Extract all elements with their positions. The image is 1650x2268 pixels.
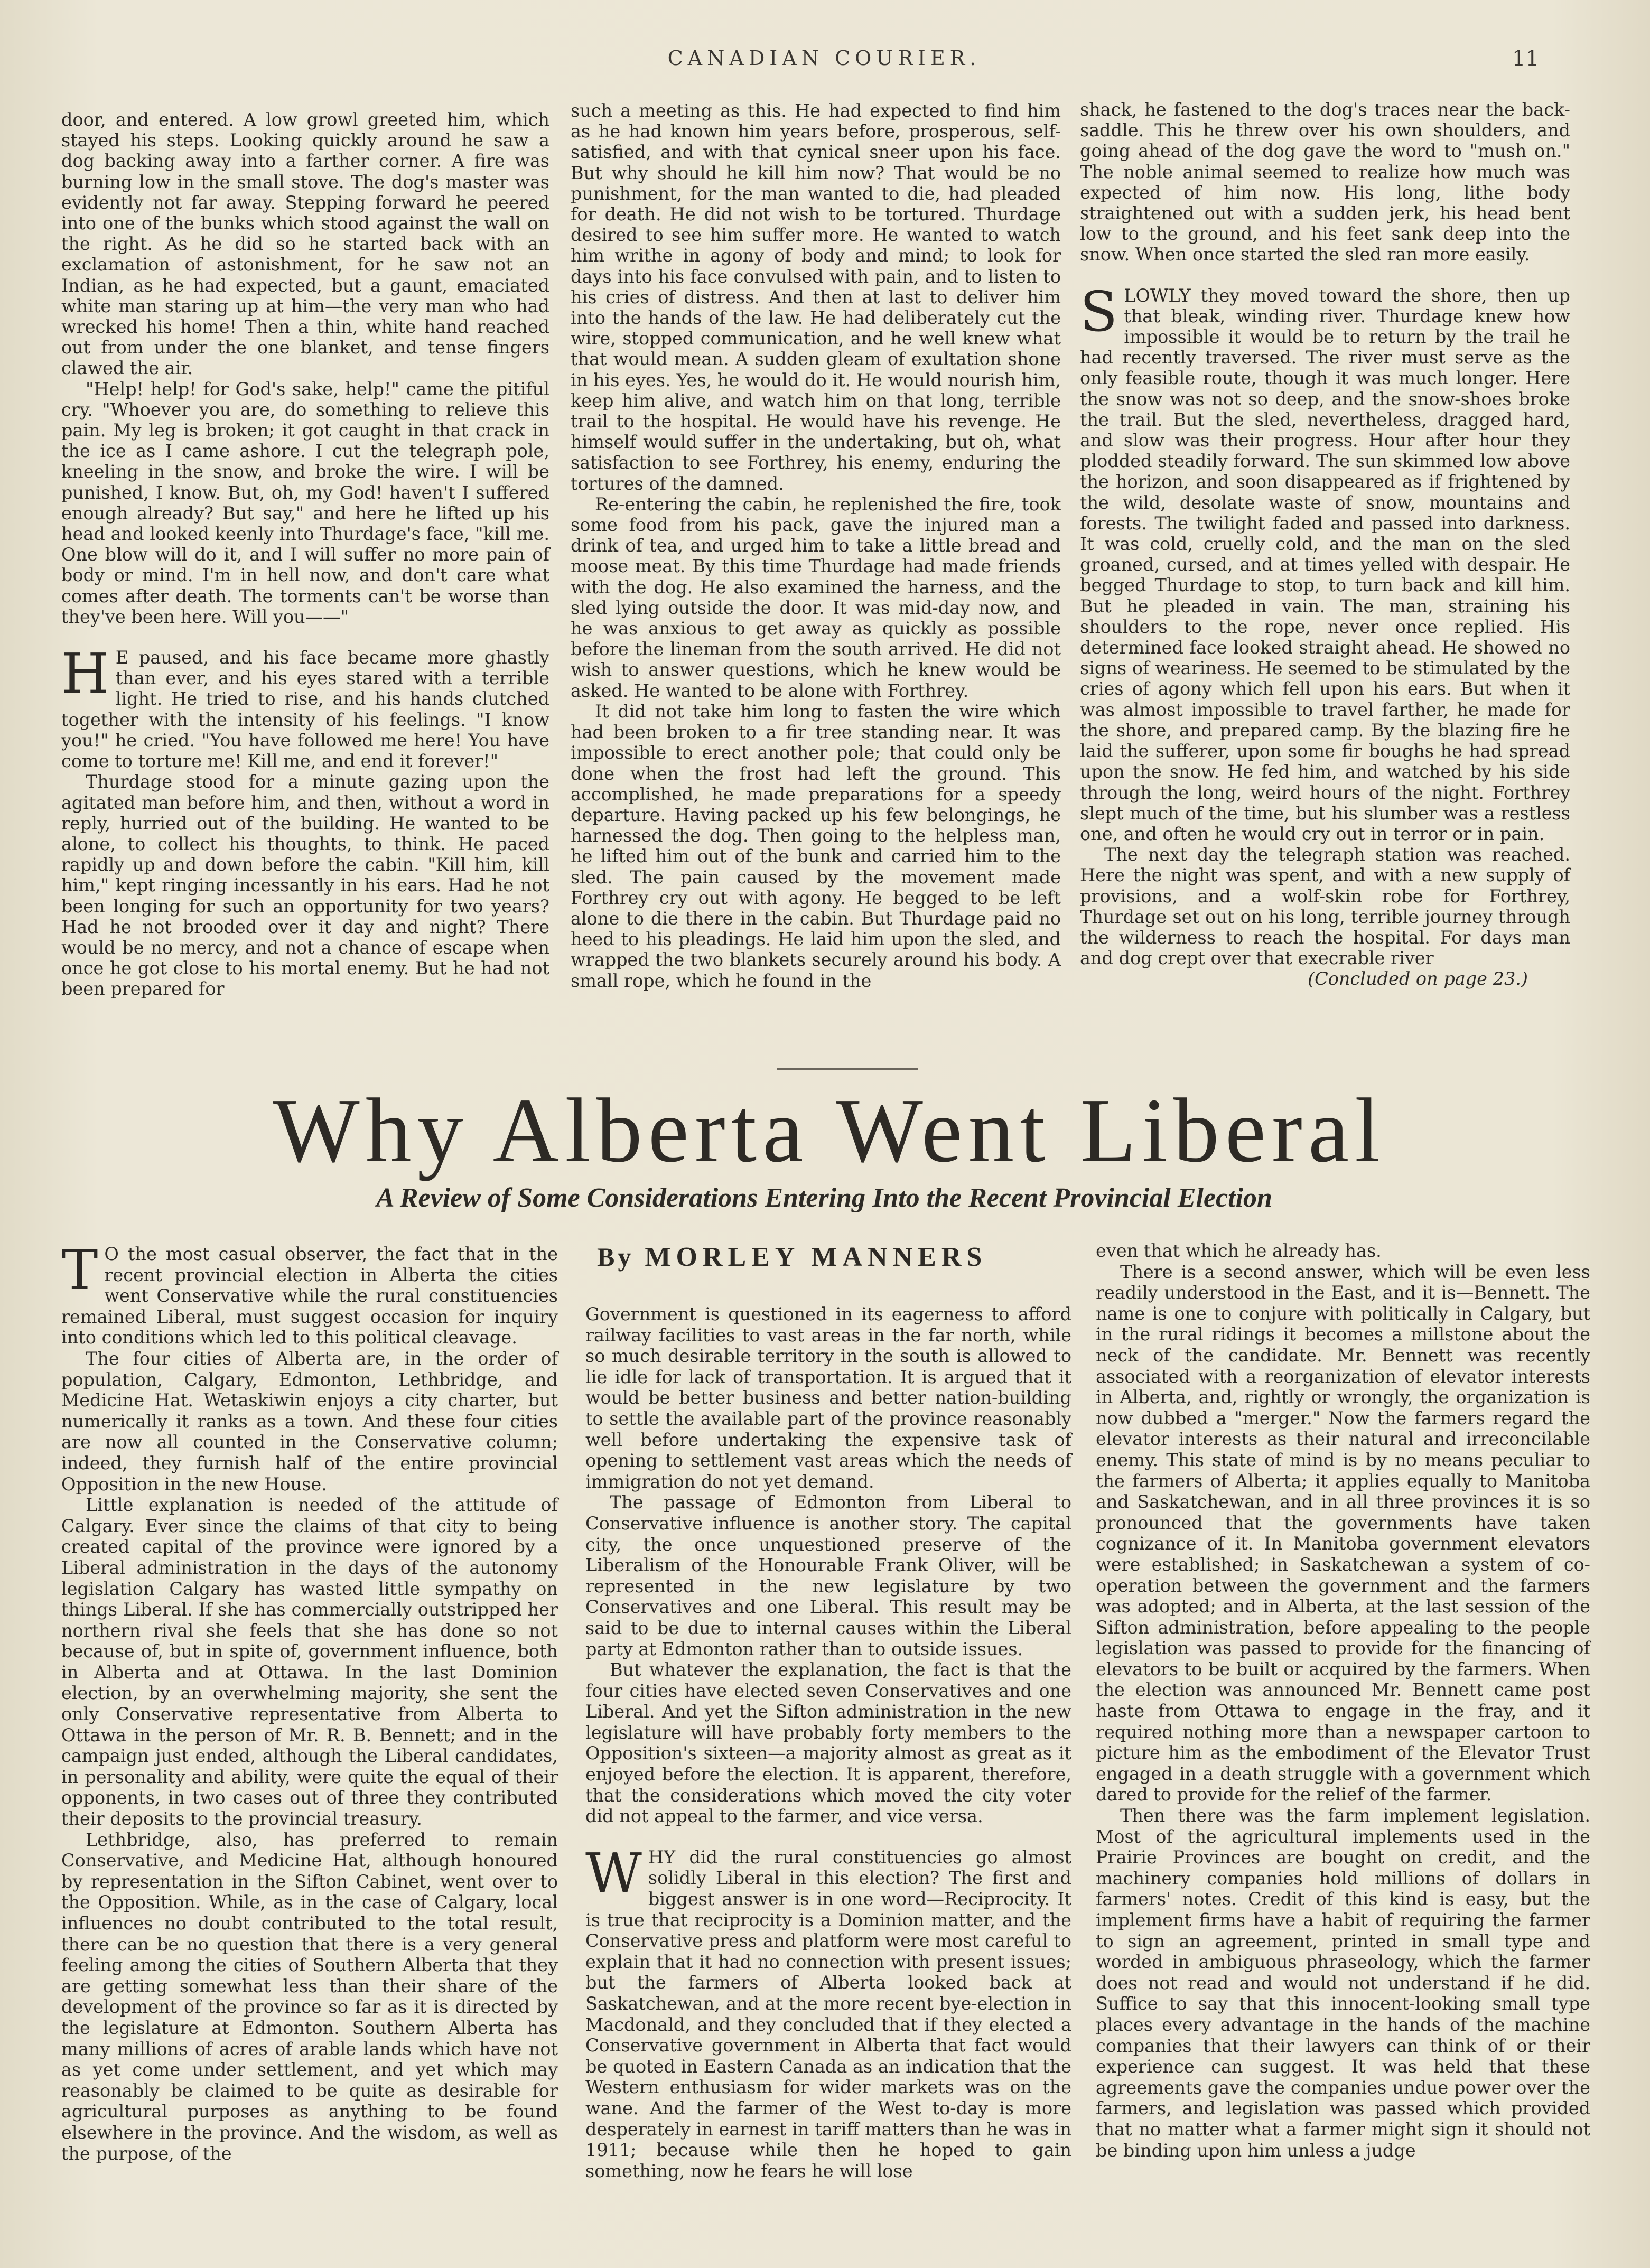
paragraph: Then there was the farm implement legislation. Most of the agricultural implements used in the Prairie Provinces are bought on credit, and the machinery companies hold millions of dollars in farmers' notes. Credit of this kind is easy, but the implement firms have a habit of requiring the farmer to sign an agreement, printed in small type and worded in ambiguous phraseology, which the farmer does not read and would not understand if he did. Suffice to say that this innocent-looking small type places every advantage in the hands of the machine companies that their lawyers can think of or their experience can suggest. It was held that these agreements gave the companies undue power over the farmers, and legislation was passed which provided that no matter what a farmer might sign it should not be binding upon him unless a judge [1096,1805,1590,2161]
byline-by: By [597,1242,635,1272]
paragraph: The four cities of Alberta are, in the order of population, Calgary, Edmonton, Lethbridge, and Medicine Hat. Wetaskiwin enjoys a city charter, but numerically it ranks as a town. And these four cities are now all counted in the Conservative column; indeed, they furnish half of the entire provincial Opposition in the new House. [61,1348,558,1495]
running-head [0,46,1650,78]
article-headline: Why Alberta Went Liberal [273,1079,1386,1181]
paragraph: such a meeting as this. He had expected to find him as he had known him years before, prosperous, self-satisfied, and with that cynical sneer upon his face. But why should he kill him now? That would be no punishment, for the man wanted to die, had pleaded for death. He did not wish to be tortured. Thurdage desired to see him suffer more. He wanted to watch him writhe in agony of body and mind; to look for days into his face convulsed with pain, and to listen to his cries of distress. And then at last to deliver him into the hands of the law. He had deliberately cut the wire, stopped communication, and he well knew what that would mean. A sudden gleam of exultation shone in his eyes. Yes, he would do it. He would nourish him, keep him alive, and watch him on that long, terrible trail to the hospital. He would have his revenge. He himself would suffer in the undertaking, but oh, what satisfaction to see Forthrey, his enemy, enduring the tortures of the damned. [571,100,1061,494]
byline [597,1242,1062,1273]
section-divider [777,1068,918,1070]
article-subhead: A Review of Some Considerations Entering Into the Recent Provincial Election [376,1183,1272,1213]
paragraph: But whatever the explanation, the fact is that the four cities have elected seven Conservatives and one Liberal. And yet the Sifton administration in the new legislature will have probably forty members to the Opposition's sixteen—a majority almost as great as it enjoyed before the election. It is apparent, therefore, that the considerations which moved the city voter did not appeal to the farmer, and vice versa. [585,1659,1071,1827]
paragraph-text: LOWLY they moved toward the shore, then up that bleak, winding river. Thurdage knew how impossible it would be to return by the trail he had recently traversed. The river must serve as the only feasible route, though it was much longer. Here the snow was not so deep, and the snow-shoes broke the trail. But the sled, nevertheless, dragged hard, and slow was their progress. Hour after hour they plodded steadily forward. The sun skimmed low above the horizon, and soon disappeared as if frightened by the wild, desolate waste of snow, mountains and forests. The twilight faded and passed into darkness. It was cold, cruelly cold, and the man on the sled groaned, cursed, and at times yelled with despair. He begged Thurdage to stop, to turn back and kill him. But he pleaded in vain. The man, straining his shoulders to the rope, never once replied. His determined face looked straight ahead. He showed no signs of weariness. He seemed to be stimulated by the cries of agony which fell upon his ears. But when it was almost impossible to travel farther, he made for the shore, and prepared camp. By the blazing fire he laid the sufferer, upon some fir boughs he had spread upon the snow. He fed him, and watched by his side through the long, weird hours of the night. Forthrey slept much of the time, but his slumber was a restless one, and often he would cry out in terror or in pain. [1080,285,1570,844]
paragraph: There is a second answer, which will be even less readily understood in the East, and it is—Bennett. The name is one to conjure with politically in Calgary, but in the rural ridings it becomes a millstone about the neck of the candidate. Mr. Bennett was recently associated with a reorganization of elevator interests in Alberta, and, rightly or wrongly, the organization is now dubbed a "merger." Now the farmers regard the elevator interests as their natural and irreconcilable enemy. This state of mind is by no means peculiar to the farmers of Alberta; it applies equally to Manitoba and Saskatchewan, and in all three provinces it is so pronounced that the governments have taken cognizance of it. In Manitoba government elevators were established; in Saskatchewan a system of co-operation between the government and the farmers was adopted; and in Alberta, at the last session of the Sifton administration, before appealing to the people legislation was passed to provide for the financing of elevators to be built or acquired by the farmers. When the election was announced Mr. Bennett came post haste from Ottawa to engage in the fray, and it required nothing more than a newspaper cartoon to picture him as the embodiment of the Elevator Trust engaged in a death struggle with a government which dared to provide for the relief of the farmer. [1096,1261,1590,1805]
paragraph [1080,279,1570,844]
article-column-3 [1096,1240,1590,2161]
paragraph: The next day the telegraph station was reached. Here the night was spent, and with a new supply of provisions, and a wolf-skin robe for Forthrey, Thurdage set out on his long, terrible journey through the wilderness to reach the hospital. For days man and dog crept over that execrable river [1080,844,1570,969]
story-column-2 [571,100,1061,991]
paragraph-text: O the most casual observer, the fact that in the recent provincial election in Alberta the cities went Conservative while the rural constituencies remained Liberal, must suggest occasion for inquiry into conditions which led to this political cleavage. [61,1244,558,1348]
drop-cap: S [1080,279,1118,344]
paragraph: Re-entering the cabin, he replenished the fire, took some food from his pack, gave the injured man a drink of tea, and urged him to take a little bread and moose meat. By this time Thurdage had made friends with the dog. He also examined the harness, and the sled lying outside the door. It was mid-day now, and he was anxious to get away as quickly as possible before the lineman from the south arrived. He did not wish to answer questions, which he knew would be asked. He wanted to be alone with Forthrey. [571,493,1061,701]
paragraph: door, and entered. A low growl greeted him, which stayed his steps. Looking quickly around he saw a dog backing away into a farther corner. A fire was burning low in the small stove. The dog's master was evidently not far away. Stepping forward he peered into one of the bunks which stood against the wall on the right. As he did so he started back with an exclamation of astonishment, for he saw not an Indian, as he had expected, but a gaunt, emaciated white man staring up at him—the very man who had wrecked his home! Then a thin, white hand reached out from under the one blanket, and tense fingers clawed the air. [61,109,549,379]
publication-title: CANADIAN COURIER. [667,46,981,70]
article-column-1 [61,1238,558,2164]
article-column-2 [585,1304,1071,2181]
paragraph: Little explanation is needed of the attitude of Calgary. Ever since the claims of that city to being created capital of the province were ignored by a Liberal administration in the days of the autonomy legislation Calgary has wasted little sympathy on things Liberal. If she has commercially outstripped her northern rival she feels that she has done so not because of, but in spite of, government influence, both in Alberta and at Ottawa. In the last Dominion election, by an overwhelming majority, she sent the only Conservative representative from Alberta to Ottawa in the person of Mr. R. B. Bennett; and in the campaign just ended, although the Liberal candidates, in personality and ability, were quite the equal of their opponents, in two cases out of three they contributed their deposits to the provincial treasury. [61,1495,558,1830]
paragraph: Government is questioned in its eagerness to afford railway facilities to vast areas in the far north, while so much desirable territory in the south is allowed to lie idle for lack of transportation. It is argued that it would be better business and better nation-building to settle the available part of the province reasonably well before undertaking the expensive task of opening to settlement vast areas which the needs of immigration do not yet demand. [585,1304,1071,1492]
story-column-3 [1080,99,1570,990]
paragraph-text: E paused, and his face became more ghastly than ever, and his eyes stared with a terrible light. He tried to rise, and his hands clutched together with the intensity of his feelings. "I know you!" he cried. "You have followed me here! You have come to torture me! Kill me, and end it forever!" [61,647,549,772]
paragraph: Lethbridge, also, has preferred to remain Conservative, and Medicine Hat, although honoured by representation in the Sifton Cabinet, went over to the Opposition. While, as in the case of Calgary, local influences no doubt contributed to the total result, there can be no question that there is a very general feeling among the cities of Southern Alberta that they are getting somewhat less than their share of the development of the province so far as it is directed by the legislature at Edmonton. Southern Alberta has many millions of acres of arable lands which have not as yet come under settlement, and yet which may reasonably be claimed to be quite as desirable for agricultural purposes as anything to be found elsewhere in the province. And the wisdom, as well as the purpose, of the [61,1829,558,2164]
paragraph: It did not take him long to fasten the wire which had been broken to a fir tree standing near. It was impossible to erect another pole; that could only be done when the frost had left the ground. This accomplished, he made preparations for a speedy departure. Having packed up his few belongings, he harnessed the dog. Then going to the helpless man, he lifted him out of the bunk and carried him to the sled. The pain caused by the movement made Forthrey cry out with agony. He begged to be left alone to die there in the cabin. But Thurdage paid no heed to his pleadings. He laid him upon the sled, and wrapped the two blankets securely around his body. A small rope, which he found in the [571,701,1061,991]
paragraph: Thurdage stood for a minute gazing upon the agitated man before him, and then, without a word in reply, hurried out of the building. He wanted to be alone, to collect his thoughts, to think. He paced rapidly up and down before the cabin. "Kill him, kill him," kept ringing incessantly in his ears. Had he not been longing for such an opportunity for two years? Had he not brooded over it day and night? There would be no mercy, and not a chance of escape when once he got close to his mortal enemy. But he had not been prepared for [61,771,549,1000]
paragraph [585,1841,1071,2182]
paragraph: The passage of Edmonton from Liberal to Conservative influence is another story. The capital city, the once unquestioned preserve of the Liberalism of the Honourable Frank Oliver, will be represented in the new legislature by two Conservatives and one Liberal. This result may be said to be due to internal causes within the Liberal party at Edmonton rather than to outside issues. [585,1492,1071,1659]
page-number: 11 [1512,46,1539,71]
paragraph [61,641,549,772]
drop-cap: H [61,641,109,706]
paragraph [61,1238,558,1348]
author-name: MORLEY MANNERS [645,1242,987,1272]
story-column-1 [61,109,549,1000]
paragraph: even that which he already has. [1096,1240,1382,1261]
paragraph: shack, he fastened to the dog's traces near the back-saddle. This he threw over his own shoulders, and going ahead of the dog gave the word to "mush on." The noble animal seemed to realize how much was expected of him now. His long, lithe body straightened out with a sudden jerk, his head bent low to the ground, and his feet sank deep into the snow. When once started the sled ran more easily. [1080,99,1570,265]
paragraph-text: HY did the rural constituencies go almost solidly Liberal in this election? The first and biggest answer is in one word—Reciprocity. It is true that reciprocity is a Dominion matter, and the Conservative press and platform were most careful to explain that it had no connection with present issues; but the farmers of Alberta looked back at Saskatchewan, and at the more recent bye-election in Macdonald, and they concluded that if they elected a Conservative government in Alberta that fact would be quoted in Eastern Canada as an indication that the Western enthusiasm for wider markets was on the wane. And the farmer of the West to-day is more desperately in earnest in tariff matters than he was in 1911; because while then he hoped to gain something, now he fears he will lose [585,1846,1071,2181]
drop-cap: W [585,1841,642,1906]
paragraph: "Help! help! for God's sake, help!" came the pitiful cry. "Whoever you are, do something to relieve this pain. My leg is broken; it got caught in that crack in the ice as I came ashore. I cut the telegraph pole, kneeling in the snow, and broke the wire. I will be punished, I know. But, oh, my God! haven't I suffered enough already? But say," and here he lifted up his head and looked keenly into Thurdage's face, "kill me. One blow will do it, and I will suffer no more pain of body or mind. I'm in hell now, and don't care what comes after death. The torments can't be worse than they've been here. Will you——" [61,378,549,627]
continuation-note: (Concluded on page 23.) [1308,968,1528,990]
drop-cap: T [61,1238,98,1302]
